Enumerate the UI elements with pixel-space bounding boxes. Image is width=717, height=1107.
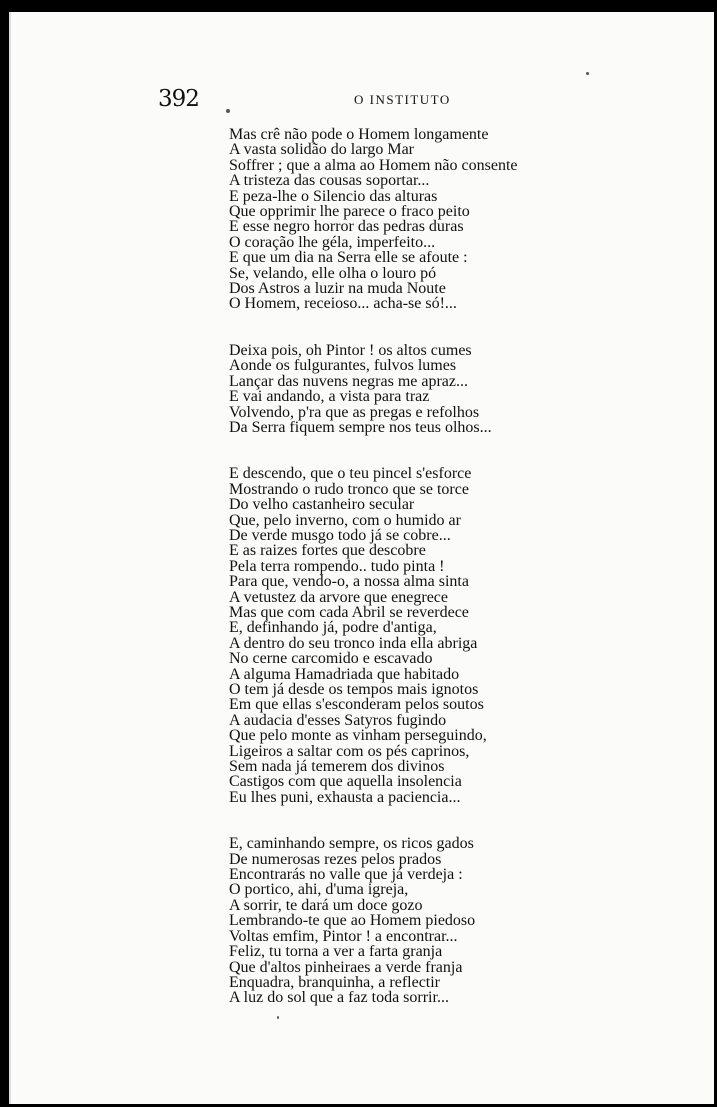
poem-line: Lembrando-te que ao Homem piedoso <box>229 912 476 930</box>
poem-line: O Homem, receioso... acha-se só!... <box>229 295 457 313</box>
poem-line: O tem já desde os tempos mais ignotos <box>229 681 479 698</box>
poem-line: O coração lhe géla, imperfeito... <box>229 233 436 251</box>
page-header <box>0 86 717 116</box>
poem-line: Pela terra rompendo.. tudo pinta ! <box>229 557 445 575</box>
poem-line: Do velho castanheiro secular <box>229 496 415 514</box>
poem-line: A dentro do seu tronco inda ella abriga <box>229 634 478 652</box>
poem-line: Mas crê não pode o Homem longamente <box>229 126 489 143</box>
stanza <box>229 466 699 805</box>
poem-line: Soffrer ; que a alma ao Homem não consente <box>229 156 518 174</box>
poem-line: De numerosas rezes pelos prados <box>229 850 442 868</box>
poem-line: Sem nada já temerem dos divinos <box>229 758 445 776</box>
poem-line: A audacia d'esses Satyros fugindo <box>229 711 447 729</box>
poem-line: Aonde os fulgurantes, fulvos lumes <box>229 357 457 375</box>
poem-line: E descendo, que o teu pincel s'esforce <box>229 465 472 483</box>
stanza <box>229 836 699 1005</box>
poem-line: Deixa pois, oh Pintor ! os altos cumes <box>229 341 472 359</box>
poem-line: A vasta solidão do largo Mar <box>229 141 415 159</box>
poem-line: Mas que com cada Abril se reverdece <box>229 603 469 621</box>
poem-line: Ligeiros a saltar com os pés caprinos, <box>229 742 470 760</box>
poem-line: E que um dia na Serra elle se afoute : <box>229 249 468 267</box>
poem-line: No cerne carcomido e escavado <box>229 650 433 668</box>
poem-line: Que opprimir lhe parece o fraco peito <box>229 203 470 221</box>
stanza <box>229 127 699 312</box>
poem-line: Da Serra fiquem sempre nos teus olhos... <box>229 418 492 436</box>
poem-line: Dos Astros a luzir na muda Noute <box>229 280 446 298</box>
ink-speck <box>277 1016 279 1019</box>
poem-body <box>229 127 699 1006</box>
poem-line: Lançar das nuvens negras me apraz... <box>229 372 468 390</box>
poem-line: De verde musgo todo já se cobre... <box>229 526 451 544</box>
poem-line: Em que ellas s'esconderam pelos soutos <box>229 696 484 714</box>
poem-line: Para que, vendo-o, a nossa alma sinta <box>229 573 469 591</box>
poem-line: Voltas emfim, Pintor ! a encontrar... <box>229 927 458 945</box>
poem-line: Que pelo monte as vinham perseguindo, <box>229 727 487 745</box>
poem-line: Se, velando, elle olha o louro pó <box>229 264 437 282</box>
poem-line: Enquadra, branquinha, a reflectir <box>229 973 441 991</box>
poem-line: E esse negro horror das pedras duras <box>229 218 464 236</box>
poem-line: E peza-lhe o Silencio das alturas <box>229 187 438 205</box>
poem-line: O portico, ahi, d'uma igreja, <box>229 881 409 899</box>
poem-line: Mostrando o rudo tronco que se torce <box>229 480 469 498</box>
poem-line: E, definhando já, podre d'antiga, <box>229 619 437 637</box>
poem-line: A vetustez da arvore que enegrece <box>229 588 448 606</box>
stanza <box>229 343 699 435</box>
page-number: 392 <box>158 86 199 112</box>
running-head: O INSTITUTO <box>354 92 451 107</box>
poem-line: A sorrir, te dará um doce gozo <box>229 896 423 914</box>
poem-line: Eu lhes puni, exhausta a paciencia... <box>229 788 461 806</box>
ink-speck <box>586 72 589 75</box>
poem-line: A alguma Hamadriada que habitado <box>229 665 460 683</box>
poem-line: E as raizes fortes que descobre <box>229 542 426 560</box>
poem-line: E vai andando, a vista para traz <box>229 388 430 406</box>
poem-line: Castigos com que aquella insolencia <box>229 773 462 791</box>
poem-line: A tristeza das cousas soportar... <box>229 172 430 190</box>
poem-line: Feliz, tu torna a ver a farta granja <box>229 943 443 961</box>
poem-line: E, caminhando sempre, os ricos gados <box>229 835 474 853</box>
poem-line: Encontrarás no valle que já verdeja : <box>229 866 463 884</box>
poem-line: Volvendo, p'ra que as pregas e refolhos <box>229 403 480 421</box>
poem-line: Que d'altos pinheiraes a verde franja <box>229 958 463 976</box>
poem-line: A luz do sol que a faz toda sorrir... <box>229 989 449 1007</box>
poem-line: Que, pelo inverno, com o humido ar <box>229 511 461 529</box>
